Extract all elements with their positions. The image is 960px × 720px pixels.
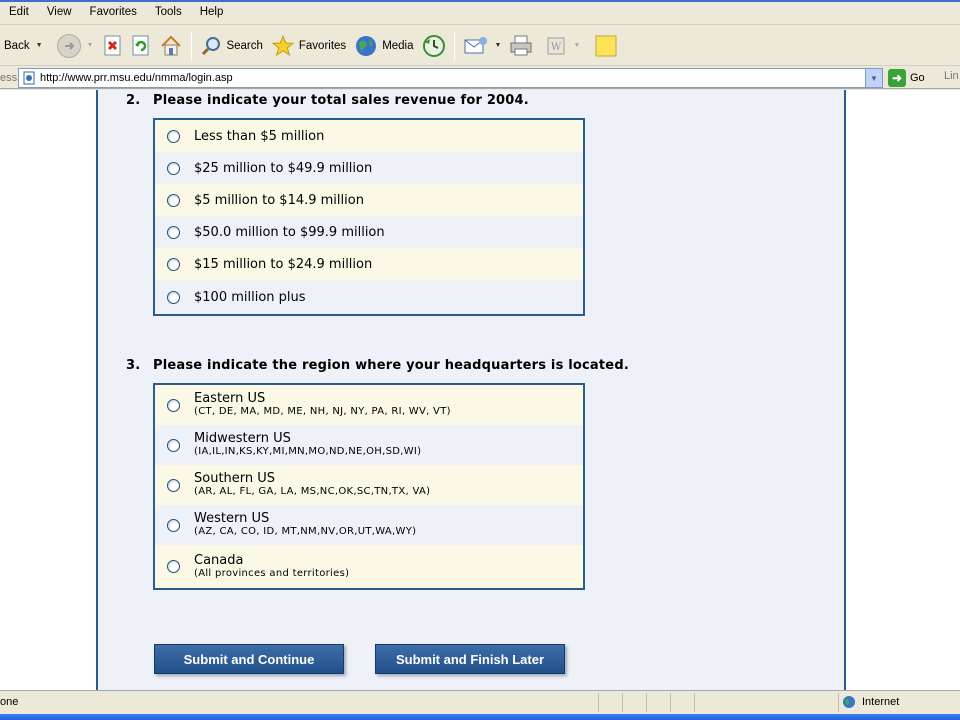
media-label: Media xyxy=(382,39,414,52)
edit-button[interactable] xyxy=(541,30,584,62)
region-name: Canada xyxy=(194,552,244,568)
search-button[interactable] xyxy=(196,30,266,62)
region-option[interactable] xyxy=(155,465,583,505)
go-label: Go xyxy=(910,72,925,84)
page-icon xyxy=(22,71,36,85)
history-icon xyxy=(422,34,446,58)
status-text: one xyxy=(0,696,19,708)
back-button[interactable] xyxy=(0,30,47,62)
status-divider xyxy=(622,693,623,712)
forward-arrow-icon xyxy=(57,34,81,58)
radio-button[interactable] xyxy=(167,258,180,271)
radio-button[interactable] xyxy=(167,226,180,239)
page-viewport xyxy=(0,90,960,690)
option-text xyxy=(194,554,349,580)
refresh-icon xyxy=(131,35,151,57)
favorites-label: Favorites xyxy=(298,39,347,52)
radio-button[interactable] xyxy=(167,560,180,573)
region-option[interactable] xyxy=(155,505,583,545)
print-button[interactable] xyxy=(505,30,537,62)
mail-icon xyxy=(463,35,489,57)
region-name: Western US xyxy=(194,511,270,526)
region-option[interactable] xyxy=(155,545,583,588)
title-bar-edge xyxy=(0,0,960,2)
svg-text:W: W xyxy=(551,41,562,53)
option-text xyxy=(194,472,430,498)
option-text xyxy=(194,512,416,538)
status-divider xyxy=(670,693,671,712)
address-dropdown-icon[interactable]: ▼ xyxy=(865,69,882,87)
option-text xyxy=(194,432,421,458)
option-label: Less than $5 million xyxy=(194,128,325,144)
address-input[interactable] xyxy=(18,68,883,88)
option-label: $5 million to $14.9 million xyxy=(194,192,364,208)
status-divider xyxy=(838,693,839,712)
back-label: Back xyxy=(4,39,30,52)
option-label: $100 million plus xyxy=(194,289,306,305)
zone-label: Internet xyxy=(862,696,900,708)
search-icon xyxy=(200,35,222,57)
printer-icon xyxy=(509,34,533,58)
note-icon xyxy=(594,34,618,58)
mail-dropdown-icon[interactable]: ▼ xyxy=(494,42,502,49)
home-button[interactable] xyxy=(155,30,187,62)
submit-finish-later-button[interactable]: Submit and Finish Later xyxy=(375,644,565,674)
refresh-button[interactable] xyxy=(127,30,155,62)
region-states: (IA,IL,IN,KS,KY,MI,MN,MO,ND,NE,OH,SD,WI) xyxy=(194,446,422,457)
region-name: Southern US xyxy=(194,471,276,486)
status-divider xyxy=(694,693,695,712)
history-button[interactable] xyxy=(418,30,450,62)
edit-dropdown-icon[interactable]: ▼ xyxy=(573,42,581,49)
revenue-option[interactable] xyxy=(155,120,583,152)
revenue-option[interactable] xyxy=(155,184,583,216)
search-label: Search xyxy=(226,39,263,52)
go-button[interactable] xyxy=(888,68,925,88)
toolbar-separator xyxy=(191,32,192,60)
radio-button[interactable] xyxy=(167,519,180,532)
region-option[interactable] xyxy=(155,385,583,425)
address-label: ess xyxy=(0,71,18,84)
links-label[interactable]: Lin xyxy=(944,70,959,82)
question-3-title xyxy=(126,358,629,373)
question-3-text: Please indicate the region where your headquarters is located. xyxy=(153,358,629,373)
menu-edit[interactable]: Edit xyxy=(9,5,29,18)
favorites-button[interactable] xyxy=(267,30,350,62)
status-bar xyxy=(0,690,960,714)
submit-continue-button[interactable]: Submit and Continue xyxy=(154,644,344,674)
question-2-number: 2. xyxy=(126,93,141,108)
menu-tools[interactable]: Tools xyxy=(154,5,182,18)
question-2-text: Please indicate your total sales revenue for 2004. xyxy=(153,93,529,108)
option-label: $15 million to $24.9 million xyxy=(194,256,373,272)
go-arrow-icon: ➜ xyxy=(888,69,906,87)
radio-button[interactable] xyxy=(167,439,180,452)
menu-view[interactable]: View xyxy=(46,5,72,18)
survey-panel xyxy=(96,90,846,690)
menu-help[interactable]: Help xyxy=(199,5,224,18)
region-states: (CT, DE, MA, MD, ME, NH, NJ, NY, PA, RI, WV, VT) xyxy=(194,406,451,417)
radio-button[interactable] xyxy=(167,130,180,143)
status-divider xyxy=(598,693,599,712)
option-text xyxy=(194,392,451,418)
address-bar xyxy=(0,67,960,89)
standard-toolbar xyxy=(0,26,960,66)
back-dropdown-icon[interactable]: ▼ xyxy=(35,42,43,49)
toolbar-separator xyxy=(454,32,455,60)
radio-button[interactable] xyxy=(167,399,180,412)
revenue-option[interactable] xyxy=(155,280,583,314)
menu-favorites[interactable]: Favorites xyxy=(89,5,137,18)
revenue-options xyxy=(153,118,585,316)
internet-globe-icon xyxy=(842,695,856,709)
word-edit-icon xyxy=(545,35,567,57)
mail-button[interactable] xyxy=(459,30,506,62)
radio-button[interactable] xyxy=(167,291,180,304)
stop-icon xyxy=(103,35,123,57)
revenue-option[interactable] xyxy=(155,248,583,280)
forward-button[interactable] xyxy=(53,30,98,62)
security-zone xyxy=(842,695,899,709)
discuss-button[interactable] xyxy=(590,30,622,62)
forward-dropdown-icon[interactable]: ▼ xyxy=(86,42,94,49)
revenue-option[interactable] xyxy=(155,152,583,184)
question-3-number: 3. xyxy=(126,358,141,373)
option-label: $25 million to $49.9 million xyxy=(194,160,373,176)
region-option[interactable] xyxy=(155,425,583,465)
region-name: Midwestern US xyxy=(194,431,291,446)
star-icon xyxy=(271,34,295,58)
option-label: $50.0 million to $99.9 million xyxy=(194,224,385,240)
home-icon xyxy=(159,34,183,58)
question-2-title xyxy=(126,93,529,108)
media-globe-icon xyxy=(354,34,378,58)
menu-bar xyxy=(0,0,960,25)
stop-button[interactable] xyxy=(99,30,127,62)
region-name: Eastern US xyxy=(194,391,266,406)
address-url: http://www.prr.msu.edu/nmma/login.asp xyxy=(40,72,233,84)
media-button[interactable] xyxy=(350,30,417,62)
radio-button[interactable] xyxy=(167,162,180,175)
region-states: (AZ, CA, CO, ID, MT,NM,NV,OR,UT,WA,WY) xyxy=(194,526,417,537)
taskbar xyxy=(0,714,960,720)
region-states: (All provinces and territories) xyxy=(194,567,350,579)
radio-button[interactable] xyxy=(167,479,180,492)
revenue-option[interactable] xyxy=(155,216,583,248)
status-divider xyxy=(646,693,647,712)
radio-button[interactable] xyxy=(167,194,180,207)
region-states: (AR, AL, FL, GA, LA, MS,NC,OK,SC,TN,TX, VA) xyxy=(194,486,431,497)
region-options xyxy=(153,383,585,590)
